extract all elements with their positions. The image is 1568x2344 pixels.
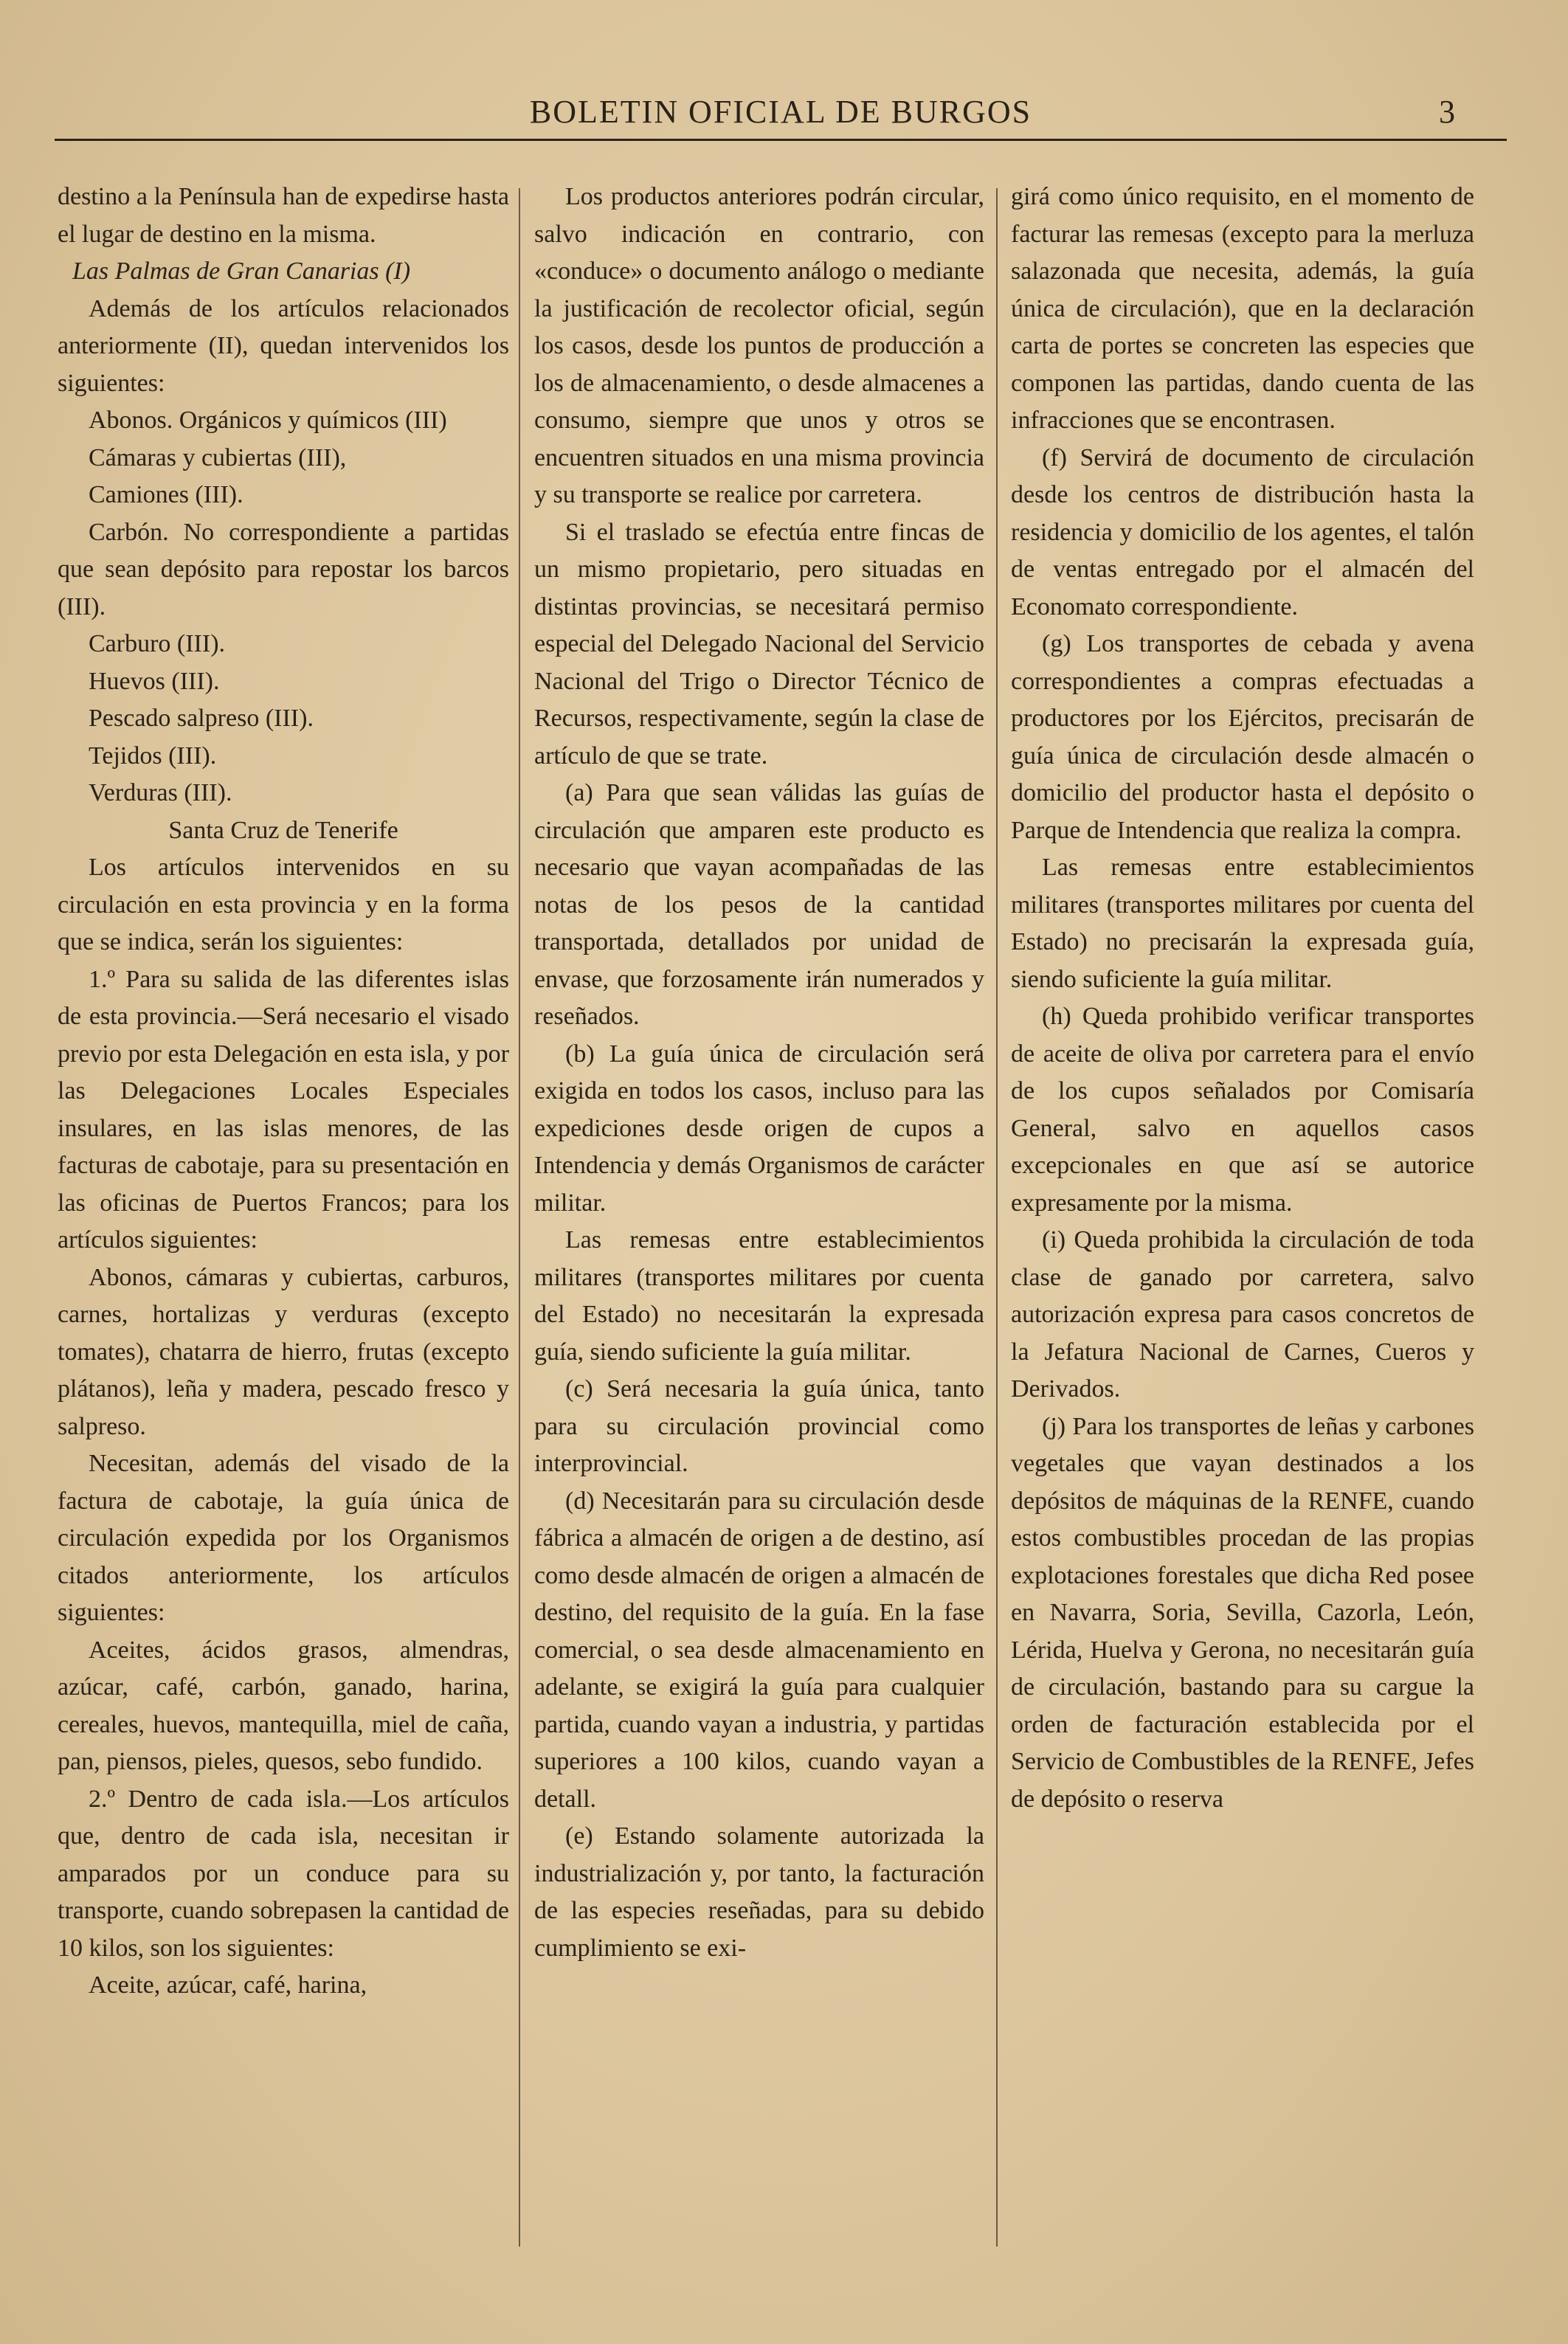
page-number: 3 (1439, 94, 1455, 130)
column-3 (1011, 179, 1474, 1818)
list-item: Huevos (III). (89, 667, 220, 695)
list-item: Abonos. Orgánicos y químicos (III) (89, 407, 447, 434)
paragraph: girá como único requisito, en el momento de facturar las remesas (excepto para la merluza salazonada que necesita, además, la guía única de circulación), que en la declaración carta de portes se concreten las especies que componen las partidas, dando cuenta de las infracciones que se encontrasen. (1011, 183, 1474, 434)
paragraph: (e) Estando solamente autorizada la industrialización y, por tanto, la facturación de las especies reseñadas, para su debido cumplimiento se exi- (534, 1822, 984, 1962)
paragraph: Abonos, cámaras y cubiertas, carburos, carnes, hortalizas y verduras (excepto tomates), chatarra de hierro, frutas (excepto plátanos), leña y madera, pescado fresco y salpreso. (58, 1263, 509, 1440)
list-item: Verduras (III). (89, 779, 232, 806)
paragraph: (d) Necesitarán para su circulación desde fábrica a almacén de origen a de destino, así como desde almacén de origen a almacén de destino, del requisito de la guía. En la fase comercial, o sea desde almacenamiento en adelante, se exigirá la guía para cualquier partida, cuando vayan a industria, y partidas superiores a 100 kilos, cuando vayan a detall. (534, 1487, 984, 1813)
list-item: Cámaras y cubiertas (III), (89, 443, 347, 471)
paragraph: (c) Será necesaria la guía única, tanto para su circulación provincial como interprovincial. (534, 1375, 984, 1477)
column-divider (996, 188, 998, 2247)
paragraph: (b) La guía única de circulación será exigida en todos los casos, incluso para las expediciones desde origen de cupos a Intendencia y demás Organismos de carácter militar. (534, 1040, 984, 1217)
paragraph: Los productos anteriores podrán circular, salvo indicación en contrario, con «conduce» o documento análogo o mediante la justificación de recolector oficial, según los casos, desde los puntos de producción a los de almacenamiento, o desde almacenes a consumo, siempre que unos y otros se encuentren situados en una misma provincia y su transporte se realice por carretera. (534, 183, 984, 508)
section-heading-santa-cruz: Santa Cruz de Tenerife (168, 816, 398, 844)
paragraph: destino a la Península han de expedirse hasta el lugar de destino en la misma. (58, 183, 509, 248)
paragraph: 2.º Dentro de cada isla.—Los artículos que, dentro de cada isla, necesitan ir amparados por un conduce para su transporte, cuando sobrepasen la cantidad de 10 kilos, son los siguientes: (58, 1785, 509, 1962)
paragraph: (j) Para los transportes de leñas y carbones vegetales que vayan destinados a los depósitos de máquinas de la RENFE, cuando estos combustibles procedan de las propias explotaciones forestales que dicha Red posee en Navarra, Soria, Sevilla, Cazorla, León, Lérida, Huelva y Gerona, no necesitarán guía de circulación, bastando para su cargue la orden de facturación establecida por el Servicio de Combustibles de la RENFE, Jefes de depósito o reserva (1011, 1412, 1474, 1813)
list-item: Tejidos (III). (89, 741, 217, 770)
publication-title: BOLETIN OFICIAL DE BURGOS (529, 94, 1032, 130)
column-1 (58, 179, 509, 2005)
paragraph: Si el traslado se efectúa entre fincas de un mismo propietario, pero situadas en distintas provincias, se necesitará permiso especial del Delegado Nacional del Servicio Nacional del Trigo o Director Técnico de Recursos, respectivamente, según la clase de artículo de que se trate. (534, 518, 984, 770)
paragraph: (i) Queda prohibida la circulación de toda clase de ganado por carretera, salvo autorización expresa para casos concretos de la Jefatura Nacional de Carnes, Cueros y Derivados. (1011, 1226, 1474, 1403)
paragraph: (a) Para que sean válidas las guías de circulación que amparen este producto es necesario que vayan acompañadas de las notas de los pesos de la cantidad transportada, detallados por unidad de envase, que forzosamente irán numerados y reseñados. (534, 779, 984, 1030)
paragraph: Los artículos intervenidos en su circulación en esta provincia y en la forma que se indica, serán los siguientes: (58, 854, 509, 955)
paragraph: Además de los artículos relacionados anteriormente (II), quedan intervenidos los siguientes: (58, 294, 509, 397)
paragraph: 1.º Para su salida de las diferentes islas de esta provincia.—Será necesario el visado previo por esta Delegación en esta isla, y por las Delegaciones Locales Especiales insulares, en las islas menores, de las facturas de cabotaje, para su presentación en las oficinas de Puertos Francos; para los artículos siguientes: (58, 965, 509, 1254)
list-item: Pescado salpreso (III). (89, 705, 314, 732)
list-item: Camiones (III). (89, 481, 244, 508)
paragraph: (g) Los transportes de cebada y avena correspondientes a compras efectuadas a productores por los Ejércitos, precisarán de guía única de circulación desde almacén o domicilio del productor hasta el depósito o Parque de Intendencia que realiza la compra. (1011, 630, 1474, 844)
column-divider (519, 188, 520, 2247)
paragraph: Aceite, azúcar, café, harina, (89, 1971, 367, 1999)
paragraph: Las remesas entre establecimientos militares (transportes militares por cuenta del Estado) no precisarán la expresada guía, siendo suficiente la guía militar. (1011, 854, 1474, 993)
paragraph: Necesitan, además del visado de la factura de cabotaje, la guía única de circulación expedida por los Organismos citados anteriormente, los artículos siguientes: (58, 1450, 509, 1626)
section-heading-las-palmas: Las Palmas de Gran Canarias (I) (72, 257, 411, 285)
list-item: Carbón. No correspondiente a partidas que sean depósito para repostar los barcos (III). (58, 518, 509, 620)
page-header (55, 87, 1507, 141)
column-2 (534, 179, 984, 1967)
list-item: Carburo (III). (89, 630, 226, 657)
paragraph: Aceites, ácidos grasos, almendras, azúcar, café, carbón, ganado, harina, cereales, huevos, mantequilla, miel de caña, pan, piensos, pieles, quesos, sebo fundido. (58, 1636, 509, 1775)
paragraph: Las remesas entre establecimientos militares (transportes militares por cuenta del Estado) no necesitarán la expresada guía, siendo suficiente la guía militar. (534, 1226, 984, 1366)
paragraph: (f) Servirá de documento de circulación desde los centros de distribución hasta la residencia y domicilio de los agentes, el talón de ventas entregado por el almacén del Economato correspondiente. (1011, 443, 1474, 620)
paragraph: (h) Queda prohibido verificar transportes de aceite de oliva por carretera para el envío de los cupos señalados por Comisaría General, salvo en aquellos casos excepcionales en que así se autorice expresamente por la misma. (1011, 1003, 1474, 1217)
